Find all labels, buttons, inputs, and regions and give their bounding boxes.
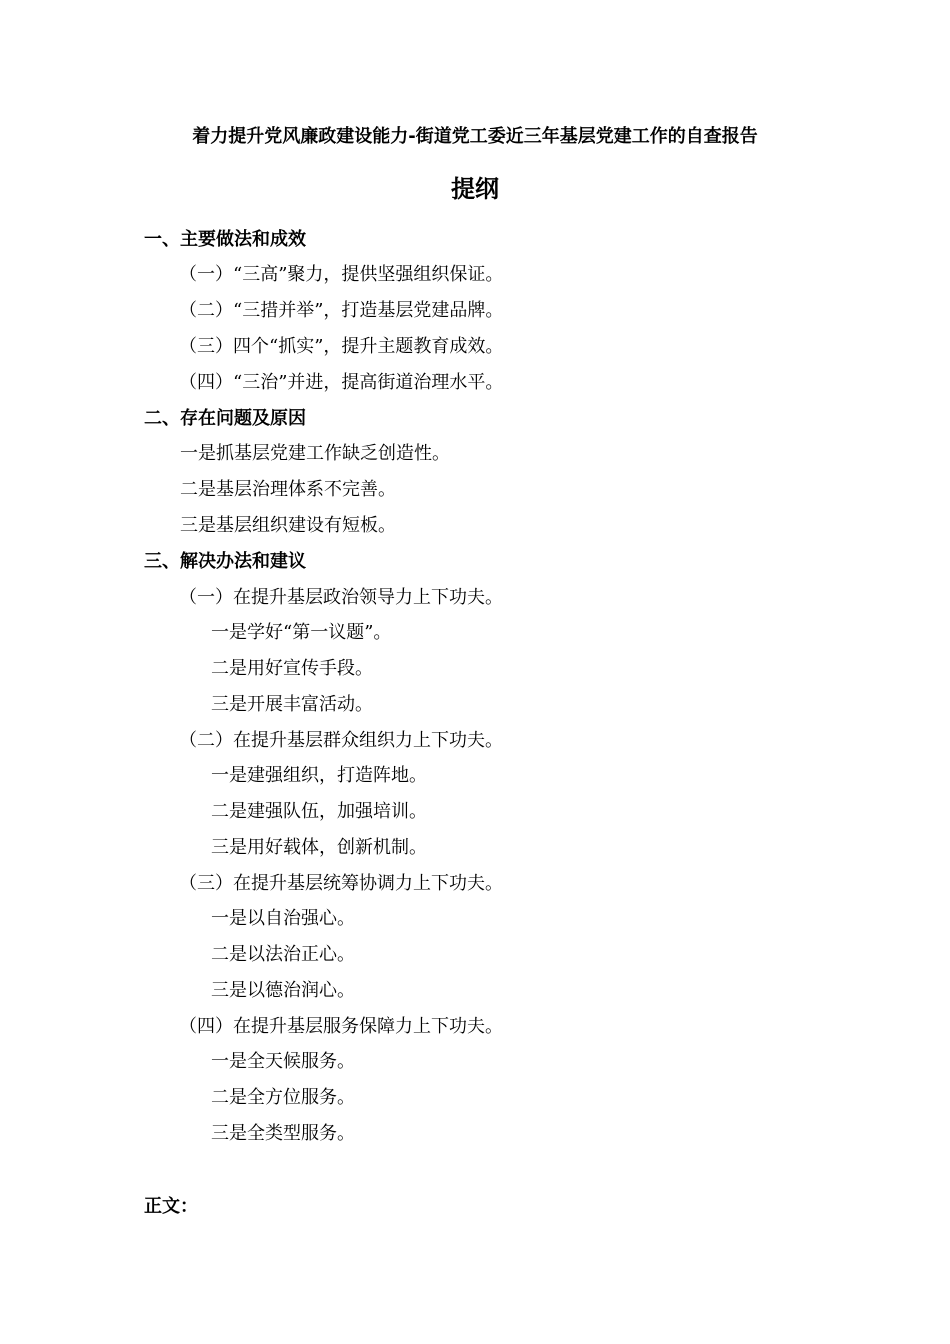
subsection-title: （四）在提升基层服务保障力上下功夫。: [179, 1016, 503, 1037]
subsection-title: （二）在提升基层群众组织力上下功夫。: [179, 730, 503, 751]
document-title: 着力提升党风廉政建设能力-街道党工委近三年基层党建工作的自查报告: [192, 126, 758, 147]
section-heading: 二、存在问题及原因: [144, 408, 306, 429]
outline-item: 二是用好宣传手段。: [211, 658, 373, 679]
outline-item: 二是以法治正心。: [211, 944, 355, 965]
outline-item: 一是学好“第一议题”。: [211, 622, 392, 643]
section-heading: 一、主要做法和成效: [144, 229, 306, 250]
outline-item: 一是全天候服务。: [211, 1051, 355, 1072]
outline-item: （四）“三治”并进，提高街道治理水平。: [179, 372, 504, 393]
subsection-title: （一）在提升基层政治领导力上下功夫。: [179, 587, 503, 608]
outline-item: 三是用好载体，创新机制。: [211, 837, 427, 858]
outline-item: （三）四个“抓实”，提升主题教育成效。: [179, 336, 504, 357]
outline-item: 一是建强组织，打造阵地。: [211, 765, 427, 786]
outline-item: （二）“三措并举”，打造基层党建品牌。: [179, 300, 504, 321]
outline-item: 三是全类型服务。: [211, 1123, 355, 1144]
outline-item: 二是全方位服务。: [211, 1087, 355, 1108]
outline-item: 二是建强队伍，加强培训。: [211, 801, 427, 822]
subsection-title: （三）在提升基层统筹协调力上下功夫。: [179, 873, 503, 894]
body-label: 正文：: [144, 1196, 198, 1217]
outline-item: 一是抓基层党建工作缺乏创造性。: [180, 443, 450, 464]
section-heading: 三、解决办法和建议: [144, 551, 306, 572]
outline-item: 三是开展丰富活动。: [211, 694, 373, 715]
outline-item: 三是以德治润心。: [211, 980, 355, 1001]
outline-item: 三是基层组织建设有短板。: [180, 515, 396, 536]
outline-item: 二是基层治理体系不完善。: [180, 479, 396, 500]
outline-item: （一）“三高”聚力，提供坚强组织保证。: [179, 264, 504, 285]
outline-heading: 提纲: [451, 175, 499, 203]
outline-item: 一是以自治强心。: [211, 908, 355, 929]
